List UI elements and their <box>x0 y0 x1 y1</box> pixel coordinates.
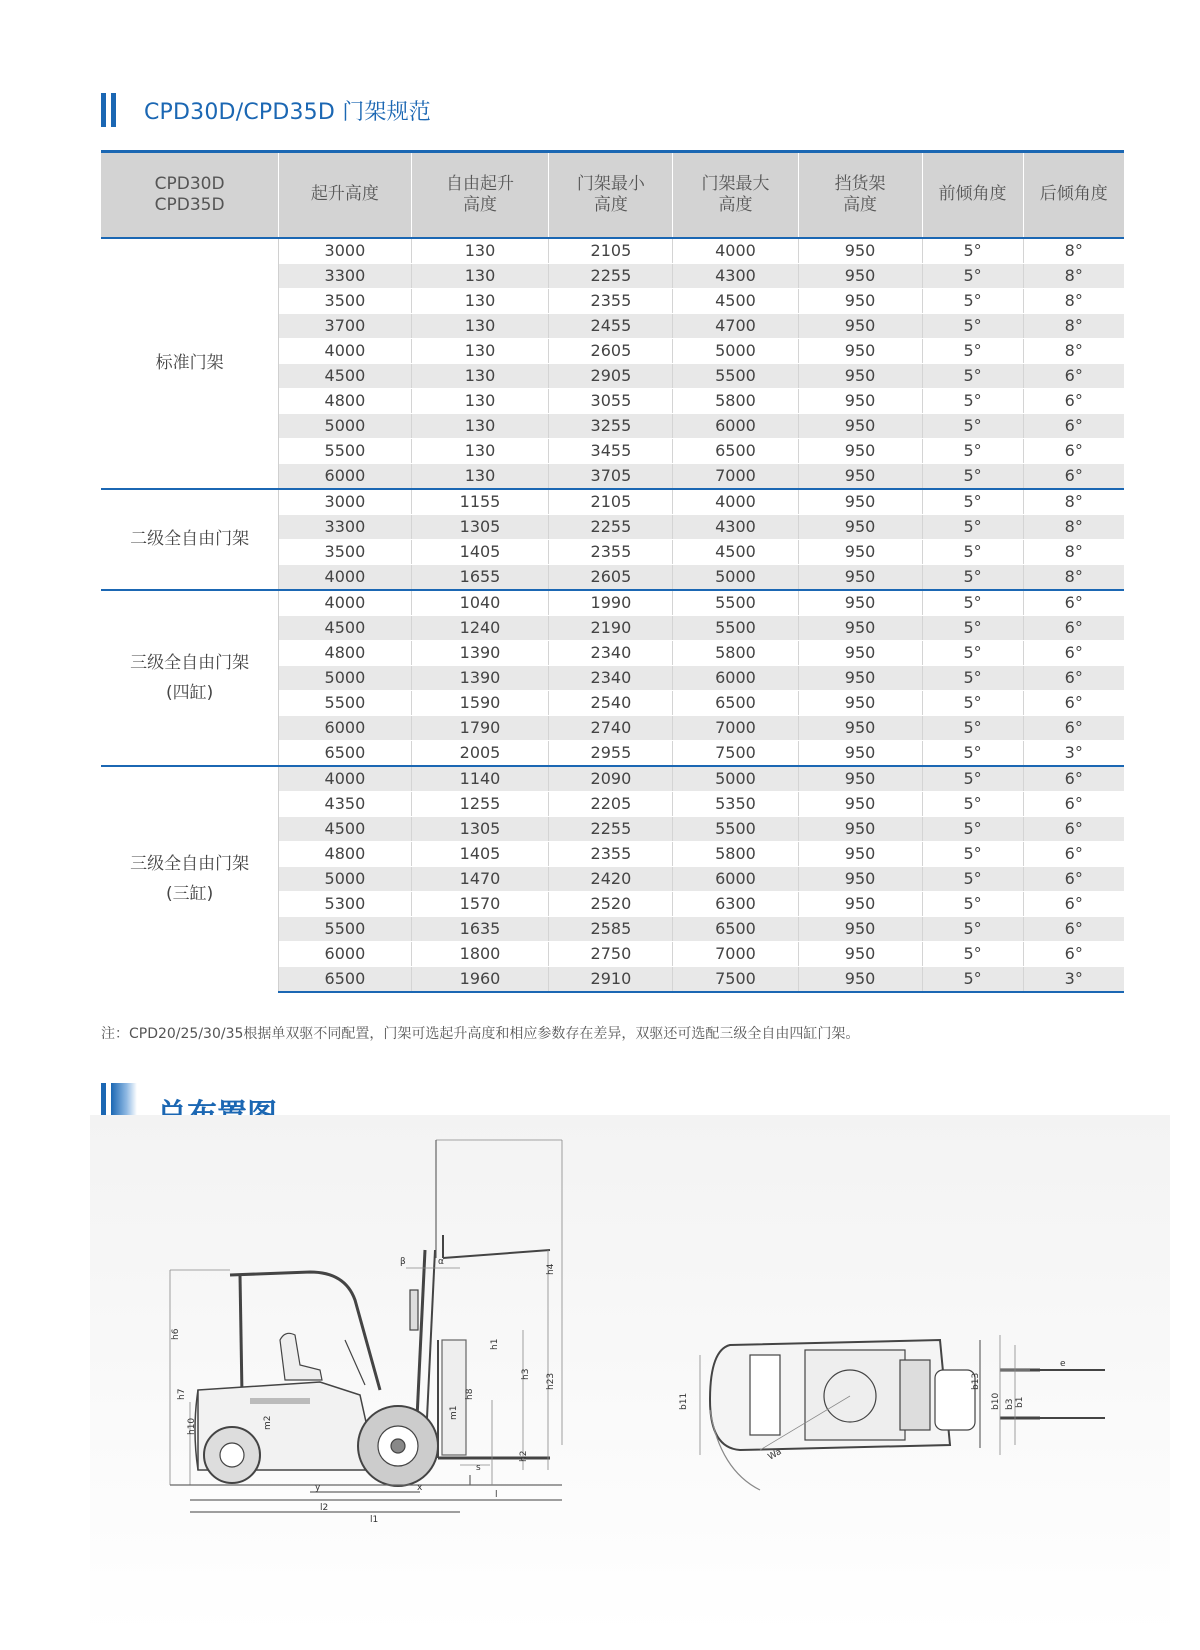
table-cell: 4800 <box>279 640 411 665</box>
table-cell: 950 <box>798 338 922 363</box>
column-header-7: 后倾角度 <box>1023 152 1124 238</box>
label-h3: h3 <box>521 1368 531 1380</box>
table-cell: 2420 <box>549 866 673 891</box>
label-h1: h1 <box>490 1338 500 1350</box>
table-cell: 950 <box>798 791 922 816</box>
table-cell: 3455 <box>549 438 673 463</box>
table-cell: 8° <box>1023 313 1124 338</box>
table-cell: 2750 <box>549 941 673 966</box>
table-cell: 2355 <box>549 539 673 564</box>
label-wa: Wa <box>766 1447 784 1463</box>
table-cell: 5° <box>922 313 1023 338</box>
table-cell: 1240 <box>411 615 549 640</box>
table-cell: 5° <box>922 514 1023 539</box>
forklift-top-view-diagram <box>679 1330 1110 1510</box>
table-row <box>101 238 1124 264</box>
table-cell: 5500 <box>279 438 411 463</box>
table-cell: 4500 <box>279 816 411 841</box>
table-cell: 4350 <box>279 791 411 816</box>
table-cell: 2905 <box>549 363 673 388</box>
table-cell: 950 <box>798 413 922 438</box>
table-cell: 6500 <box>279 740 411 766</box>
table-cell: 7000 <box>673 463 798 489</box>
label-h6: h6 <box>171 1328 181 1340</box>
table-cell: 5° <box>922 363 1023 388</box>
table-cell: 5° <box>922 263 1023 288</box>
table-cell: 3° <box>1023 740 1124 766</box>
table-cell: 6° <box>1023 690 1124 715</box>
table-cell: 5800 <box>673 388 798 413</box>
label-b11: b11 <box>679 1392 689 1410</box>
label-b1: b1 <box>1015 1396 1025 1408</box>
table-cell: 6500 <box>673 690 798 715</box>
table-cell: 4500 <box>673 288 798 313</box>
table-cell: 1655 <box>411 564 549 590</box>
table-cell: 950 <box>798 966 922 992</box>
table-cell: 2090 <box>549 766 673 792</box>
label-alpha: α <box>438 1257 444 1267</box>
table-cell: 4000 <box>279 590 411 616</box>
label-h7: h7 <box>177 1388 187 1400</box>
table-cell: 5500 <box>673 615 798 640</box>
table-cell: 1960 <box>411 966 549 992</box>
table-cell: 2340 <box>549 640 673 665</box>
table-cell: 130 <box>411 438 549 463</box>
table-cell: 950 <box>798 766 922 792</box>
table-cell: 130 <box>411 238 549 264</box>
label-x: x <box>417 1483 423 1493</box>
table-cell: 5° <box>922 966 1023 992</box>
table-cell: 6° <box>1023 816 1124 841</box>
label-b13: b13 <box>971 1372 981 1390</box>
table-cell: 8° <box>1023 288 1124 313</box>
label-h2: h2 <box>519 1450 529 1462</box>
table-cell: 8° <box>1023 514 1124 539</box>
table-cell: 6° <box>1023 665 1124 690</box>
label-y: y <box>315 1483 321 1493</box>
table-cell: 6° <box>1023 590 1124 616</box>
table-cell: 5° <box>922 463 1023 489</box>
table-cell: 6° <box>1023 413 1124 438</box>
table-cell: 5° <box>922 690 1023 715</box>
table-cell: 5000 <box>673 564 798 590</box>
table-cell: 6000 <box>673 413 798 438</box>
table-cell: 6° <box>1023 388 1124 413</box>
table-cell: 1405 <box>411 539 549 564</box>
mast-type-cell: 三级全自由门架 (三缸) <box>101 766 279 992</box>
table-cell: 1990 <box>549 590 673 616</box>
table-cell: 5500 <box>673 363 798 388</box>
mast-spec-table <box>101 150 1124 993</box>
table-row <box>101 489 1124 515</box>
table-cell: 6° <box>1023 916 1124 941</box>
table-cell: 4700 <box>673 313 798 338</box>
label-e: e <box>1060 1359 1066 1369</box>
table-cell: 6500 <box>279 966 411 992</box>
table-cell: 2340 <box>549 665 673 690</box>
mast-type-cell: 标准门架 <box>101 238 279 489</box>
label-h8: h8 <box>465 1388 475 1400</box>
table-cell: 5° <box>922 640 1023 665</box>
table-cell: 2910 <box>549 966 673 992</box>
table-cell: 6° <box>1023 766 1124 792</box>
label-m2: m2 <box>263 1415 273 1430</box>
forklift-side-view-diagram <box>170 1140 650 1530</box>
table-cell: 2105 <box>549 489 673 515</box>
table-cell: 3° <box>1023 966 1124 992</box>
table-cell: 5500 <box>279 916 411 941</box>
table-cell: 950 <box>798 590 922 616</box>
table-cell: 4800 <box>279 388 411 413</box>
table-cell: 4500 <box>279 363 411 388</box>
table-cell: 950 <box>798 816 922 841</box>
table-cell: 6300 <box>673 891 798 916</box>
table-cell: 130 <box>411 288 549 313</box>
table-cell: 6000 <box>279 463 411 489</box>
table-cell: 130 <box>411 263 549 288</box>
table-cell: 950 <box>798 514 922 539</box>
table-cell: 6° <box>1023 438 1124 463</box>
table-cell: 6° <box>1023 791 1124 816</box>
table-row <box>101 590 1124 616</box>
table-cell: 5° <box>922 238 1023 264</box>
table-cell: 950 <box>798 388 922 413</box>
table-cell: 950 <box>798 238 922 264</box>
table-cell: 2255 <box>549 514 673 539</box>
table-cell: 2355 <box>549 841 673 866</box>
heading-bars-icon <box>101 93 116 127</box>
section-heading-mast-spec <box>101 93 431 127</box>
table-cell: 8° <box>1023 564 1124 590</box>
table-cell: 5° <box>922 413 1023 438</box>
table-cell: 5350 <box>673 791 798 816</box>
label-s: s <box>476 1463 481 1473</box>
table-cell: 2740 <box>549 715 673 740</box>
table-cell: 6° <box>1023 715 1124 740</box>
table-cell: 7500 <box>673 740 798 766</box>
table-cell: 6000 <box>673 665 798 690</box>
table-cell: 1305 <box>411 514 549 539</box>
table-cell: 5000 <box>279 866 411 891</box>
column-header-2: 自由起升 高度 <box>411 152 549 238</box>
table-cell: 130 <box>411 413 549 438</box>
table-cell: 4000 <box>279 338 411 363</box>
column-header-6: 前倾角度 <box>922 152 1023 238</box>
label-beta: β <box>400 1257 406 1267</box>
table-cell: 2455 <box>549 313 673 338</box>
table-cell: 1635 <box>411 916 549 941</box>
table-cell: 4300 <box>673 263 798 288</box>
label-m1: m1 <box>449 1405 459 1420</box>
table-cell: 6500 <box>673 438 798 463</box>
table-cell: 4500 <box>673 539 798 564</box>
table-cell: 8° <box>1023 539 1124 564</box>
table-cell: 950 <box>798 690 922 715</box>
table-cell: 5° <box>922 539 1023 564</box>
table-cell: 8° <box>1023 238 1124 264</box>
table-cell: 5000 <box>279 665 411 690</box>
table-cell: 2205 <box>549 791 673 816</box>
column-header-3: 门架最小 高度 <box>549 152 673 238</box>
table-cell: 1255 <box>411 791 549 816</box>
table-cell: 5° <box>922 866 1023 891</box>
table-cell: 5° <box>922 816 1023 841</box>
table-cell: 950 <box>798 363 922 388</box>
table-cell: 4000 <box>279 766 411 792</box>
table-cell: 3500 <box>279 539 411 564</box>
table-cell: 130 <box>411 388 549 413</box>
table-cell: 2585 <box>549 916 673 941</box>
table-cell: 5° <box>922 564 1023 590</box>
table-cell: 5° <box>922 715 1023 740</box>
label-b3: b3 <box>1005 1398 1015 1410</box>
table-cell: 950 <box>798 866 922 891</box>
table-cell: 1590 <box>411 690 549 715</box>
table-cell: 950 <box>798 564 922 590</box>
table-cell: 2955 <box>549 740 673 766</box>
table-cell: 2105 <box>549 238 673 264</box>
table-cell: 5800 <box>673 841 798 866</box>
table-cell: 5500 <box>673 590 798 616</box>
table-cell: 6000 <box>279 941 411 966</box>
table-cell: 4000 <box>673 489 798 515</box>
table-cell: 6500 <box>673 916 798 941</box>
table-cell: 5500 <box>279 690 411 715</box>
table-cell: 5° <box>922 766 1023 792</box>
table-cell: 3255 <box>549 413 673 438</box>
table-cell: 950 <box>798 640 922 665</box>
table-cell: 950 <box>798 263 922 288</box>
table-cell: 6000 <box>673 866 798 891</box>
table-cell: 950 <box>798 841 922 866</box>
table-cell: 8° <box>1023 489 1124 515</box>
table-cell: 7000 <box>673 941 798 966</box>
mast-type-cell: 三级全自由门架 (四缸) <box>101 590 279 766</box>
table-cell: 4800 <box>279 841 411 866</box>
table-cell: 3300 <box>279 514 411 539</box>
table-cell: 950 <box>798 438 922 463</box>
column-header-5: 挡货架 高度 <box>798 152 922 238</box>
table-cell: 2605 <box>549 338 673 363</box>
table-cell: 1570 <box>411 891 549 916</box>
table-row <box>101 766 1124 792</box>
table-cell: 3000 <box>279 489 411 515</box>
table-cell: 6° <box>1023 941 1124 966</box>
table-cell: 1305 <box>411 816 549 841</box>
label-h10: h10 <box>187 1417 197 1435</box>
table-cell: 4500 <box>279 615 411 640</box>
table-cell: 5° <box>922 615 1023 640</box>
label-h4: h4 <box>546 1263 556 1275</box>
section-title: CPD30D/CPD35D 门架规范 <box>144 99 432 125</box>
table-cell: 5° <box>922 338 1023 363</box>
table-cell: 2005 <box>411 740 549 766</box>
table-cell: 950 <box>798 463 922 489</box>
table-cell: 3055 <box>549 388 673 413</box>
table-cell: 1470 <box>411 866 549 891</box>
table-cell: 6° <box>1023 866 1124 891</box>
label-l2: l2 <box>320 1503 329 1513</box>
table-cell: 130 <box>411 363 549 388</box>
table-cell: 5° <box>922 891 1023 916</box>
table-cell: 1390 <box>411 640 549 665</box>
table-cell: 2255 <box>549 263 673 288</box>
table-cell: 5000 <box>673 766 798 792</box>
label-h23: h23 <box>546 1372 556 1390</box>
table-cell: 6° <box>1023 363 1124 388</box>
column-header-4: 门架最大 高度 <box>673 152 798 238</box>
table-cell: 2255 <box>549 816 673 841</box>
table-cell: 5800 <box>673 640 798 665</box>
table-cell: 130 <box>411 463 549 489</box>
table-cell: 5300 <box>279 891 411 916</box>
column-header-0: CPD30D CPD35D <box>101 152 279 238</box>
table-cell: 5° <box>922 665 1023 690</box>
table-cell: 6° <box>1023 841 1124 866</box>
table-cell: 1140 <box>411 766 549 792</box>
table-cell: 130 <box>411 313 549 338</box>
table-cell: 1800 <box>411 941 549 966</box>
table-cell: 4000 <box>279 564 411 590</box>
table-cell: 2190 <box>549 615 673 640</box>
table-cell: 950 <box>798 539 922 564</box>
table-cell: 1390 <box>411 665 549 690</box>
table-cell: 6° <box>1023 615 1124 640</box>
table-cell: 950 <box>798 916 922 941</box>
table-cell: 4300 <box>673 514 798 539</box>
table-cell: 5000 <box>279 413 411 438</box>
table-cell: 950 <box>798 715 922 740</box>
table-cell: 950 <box>798 740 922 766</box>
table-cell: 950 <box>798 288 922 313</box>
table-cell: 2520 <box>549 891 673 916</box>
table-cell: 6° <box>1023 463 1124 489</box>
table-cell: 1405 <box>411 841 549 866</box>
table-cell: 2540 <box>549 690 673 715</box>
table-cell: 130 <box>411 338 549 363</box>
table-cell: 5° <box>922 438 1023 463</box>
table-cell: 2605 <box>549 564 673 590</box>
footnote: 注：CPD20/25/30/35根据单双驱不同配置，门架可选起升高度和相应参数存在差异，双驱还可选配三级全自由四缸门架。 <box>101 1026 860 1042</box>
table-cell: 5° <box>922 740 1023 766</box>
table-cell: 5° <box>922 388 1023 413</box>
table-cell: 5500 <box>673 816 798 841</box>
table-cell: 8° <box>1023 263 1124 288</box>
label-l1: l1 <box>370 1515 379 1525</box>
table-cell: 2355 <box>549 288 673 313</box>
table-cell: 5° <box>922 288 1023 313</box>
table-cell: 8° <box>1023 338 1124 363</box>
table-cell: 950 <box>798 313 922 338</box>
mast-type-cell: 二级全自由门架 <box>101 489 279 590</box>
table-cell: 950 <box>798 891 922 916</box>
table-cell: 5° <box>922 841 1023 866</box>
table-cell: 1040 <box>411 590 549 616</box>
table-cell: 950 <box>798 615 922 640</box>
table-cell: 6000 <box>279 715 411 740</box>
table-cell: 7000 <box>673 715 798 740</box>
table-header-row <box>101 152 1124 238</box>
table-cell: 5° <box>922 916 1023 941</box>
table-cell: 1155 <box>411 489 549 515</box>
table-cell: 5° <box>922 791 1023 816</box>
label-b10: b10 <box>991 1392 1001 1410</box>
table-cell: 6° <box>1023 891 1124 916</box>
label-l: l <box>495 1490 498 1500</box>
table-cell: 3700 <box>279 313 411 338</box>
column-header-1: 起升高度 <box>279 152 411 238</box>
table-cell: 5° <box>922 941 1023 966</box>
table-cell: 3705 <box>549 463 673 489</box>
table-cell: 4000 <box>673 238 798 264</box>
table-cell: 3500 <box>279 288 411 313</box>
table-cell: 7500 <box>673 966 798 992</box>
table-cell: 3300 <box>279 263 411 288</box>
table-cell: 3000 <box>279 238 411 264</box>
table-cell: 1790 <box>411 715 549 740</box>
table-cell: 950 <box>798 665 922 690</box>
table-cell: 5000 <box>673 338 798 363</box>
table-cell: 6° <box>1023 640 1124 665</box>
table-cell: 5° <box>922 489 1023 515</box>
table-cell: 950 <box>798 941 922 966</box>
table-cell: 5° <box>922 590 1023 616</box>
table-cell: 950 <box>798 489 922 515</box>
